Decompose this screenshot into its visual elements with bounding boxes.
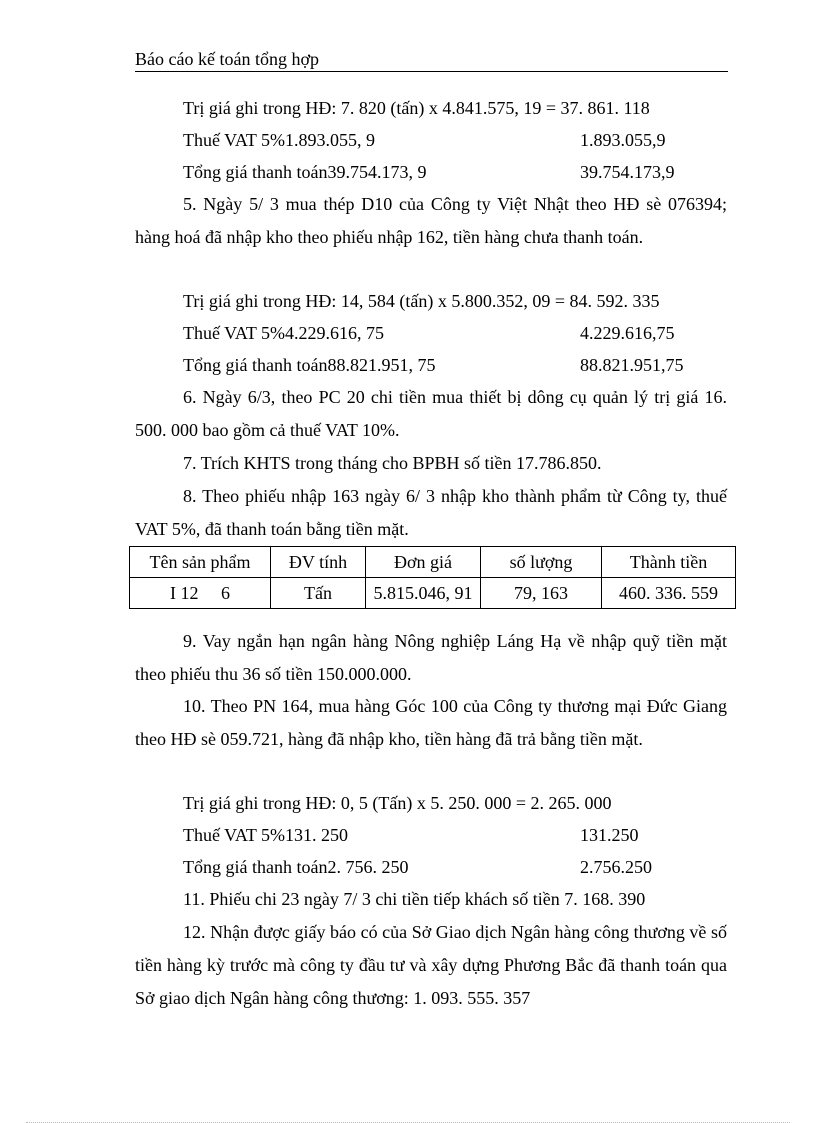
vat-label: Thuế VAT 5%4.229.616, 75 <box>183 323 385 343</box>
col-header-quantity: số lượng <box>481 547 602 578</box>
paragraph-item-9: 9. Vay ngắn hạn ngân hàng Nông nghiệp Láng Hạ về nhập quỹ tiền mặt theo phiếu thu 36 số tiền 150.000.000. <box>135 631 727 684</box>
vat-value: 4.229.616,75 <box>580 323 675 343</box>
paragraph-item-10: 10. Theo PN 164, mua hàng Góc 100 của Công ty thương mại Đức Giang theo HĐ sè 059.721, hàng đã nhập kho, tiền hàng đã trả bằng tiền mặt. <box>135 696 727 749</box>
total-value: 2.756.250 <box>580 857 652 877</box>
page-header: Báo cáo kế toán tổng hợp <box>135 48 728 72</box>
product-table <box>129 546 736 609</box>
vat-label: Thuế VAT 5%131. 250 <box>183 825 349 845</box>
total-label: Tổng giá thanh toán88.821.951, 75 <box>183 355 436 375</box>
invoice-value-line: Trị giá ghi trong HĐ: 0, 5 (Tấn) x 5. 250. 000 = 2. 265. 000 <box>183 793 612 813</box>
paragraph-item-11: 11. Phiếu chi 23 ngày 7/ 3 chi tiền tiếp khách số tiền 7. 168. 390 <box>183 889 646 909</box>
invoice-value-line: Trị giá ghi trong HĐ: 14, 584 (tấn) x 5.800.352, 09 = 84. 592. 335 <box>183 291 660 311</box>
col-header-product: Tên sản phẩm <box>130 547 271 578</box>
cell-unit-price: 5.815.046, 91 <box>366 578 481 609</box>
total-value: 39.754.173,9 <box>580 162 675 182</box>
vat-line <box>183 129 375 151</box>
total-label: Tổng giá thanh toán2. 756. 250 <box>183 857 409 877</box>
total-label: Tổng giá thanh toán39.754.173, 9 <box>183 162 427 182</box>
total-value: 88.821.951,75 <box>580 355 684 375</box>
invoice-value-line: Trị giá ghi trong HĐ: 7. 820 (tấn) x 4.841.575, 19 = 37. 861. 118 <box>183 98 650 118</box>
table-header-row <box>130 547 736 578</box>
vat-value: 1.893.055,9 <box>580 130 666 150</box>
cell-amount: 460. 336. 559 <box>602 578 736 609</box>
paragraph-item-12: 12. Nhận được giấy báo có của Sở Giao dịch Ngân hàng công thương về số tiền hàng kỳ trước mà công ty đầu tư và xây dựng Phương Bắc đã thanh toán qua Sở giao dịch Ngân hàng công thương: 1. 093. 555. 357 <box>135 922 727 1008</box>
paragraph-item-8: 8. Theo phiếu nhập 163 ngày 6/ 3 nhập kho thành phẩm từ Công ty, thuế VAT 5%, đã thanh toán bằng tiền mặt. <box>135 486 727 539</box>
col-header-unit: ĐV tính <box>271 547 366 578</box>
paragraph-item-5: 5. Ngày 5/ 3 mua thép D10 của Công ty Việt Nhật theo HĐ sè 076394; hàng hoá đã nhập kho theo phiếu nhập 162, tiền hàng chưa thanh toán. <box>135 194 727 247</box>
vat-value: 131.250 <box>580 825 639 845</box>
cell-product: I 12 6 <box>130 578 271 609</box>
paragraph-item-6: 6. Ngày 6/3, theo PC 20 chi tiền mua thiết bị dông cụ quản lý trị giá 16. 500. 000 bao gồm cả thuế VAT 10%. <box>135 387 727 440</box>
cell-quantity: 79, 163 <box>481 578 602 609</box>
table-row <box>130 578 736 609</box>
vat-label: Thuế VAT 5%1.893.055, 9 <box>183 130 376 150</box>
col-header-amount: Thành tiền <box>602 547 736 578</box>
paragraph-item-7: 7. Trích KHTS trong tháng cho BPBH số tiền 17.786.850. <box>183 453 602 473</box>
cell-unit: Tấn <box>271 578 366 609</box>
col-header-unit-price: Đơn giá <box>366 547 481 578</box>
